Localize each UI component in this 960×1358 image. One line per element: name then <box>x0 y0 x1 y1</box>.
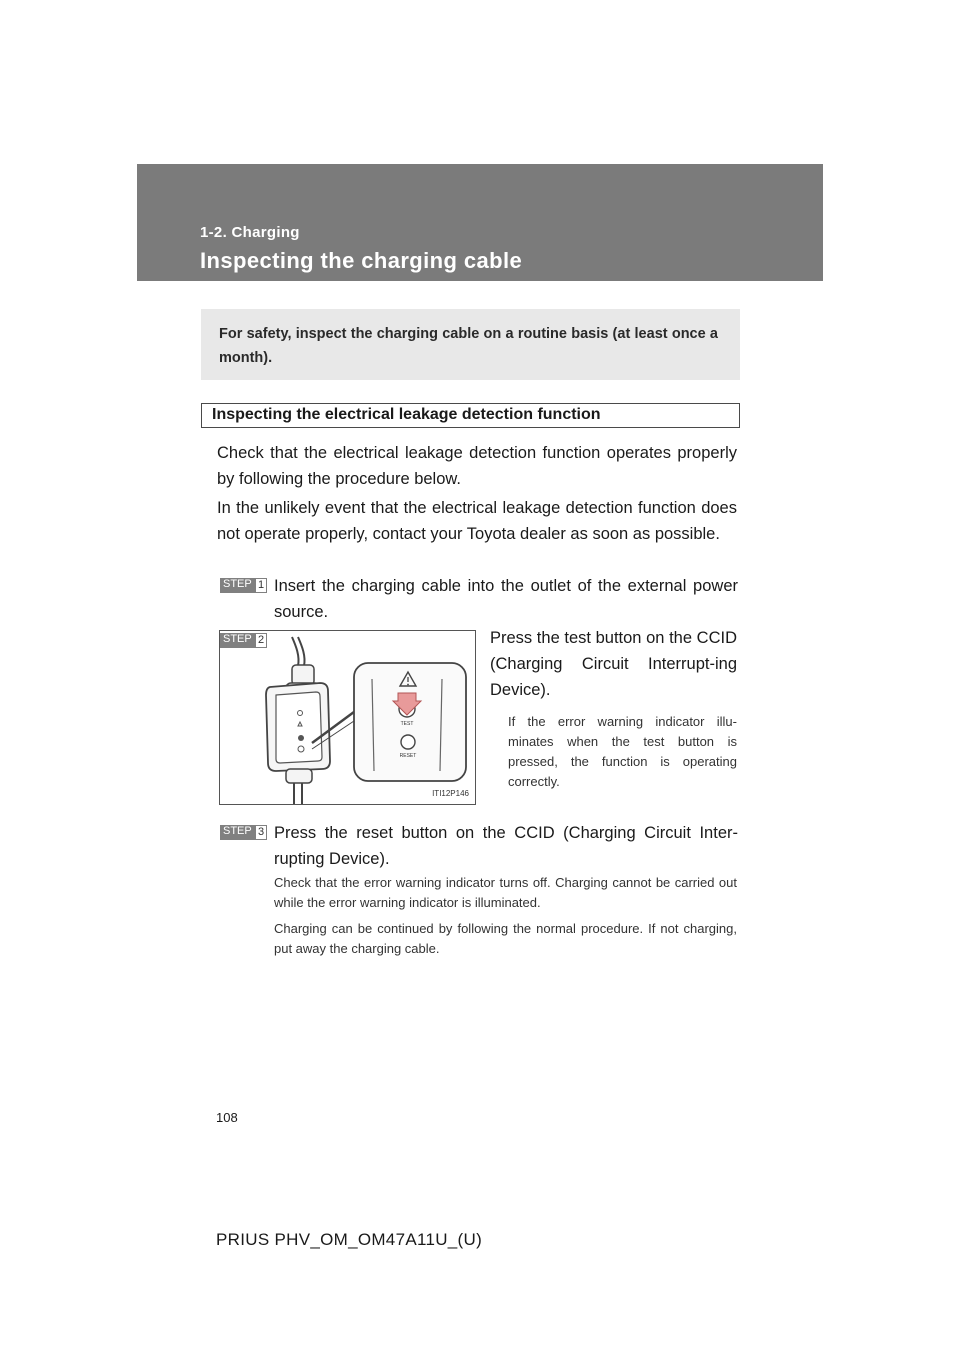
ccid-figure <box>219 630 476 805</box>
step-badge-label: STEP <box>223 633 252 645</box>
page-number: 108 <box>216 1110 238 1125</box>
step-3-note-2: Charging can be continued by following the normal procedure. If not charging, put away the charging cable. <box>274 921 737 956</box>
reset-label: RESET <box>399 753 417 759</box>
step-badge-label: STEP <box>223 825 252 837</box>
intro-box: For safety, inspect the charging cable on a routine basis (at least once a month). <box>201 309 740 380</box>
step-2-note: If the error warning indicator illu-minates when the test button is pressed, the function is operating correctly. <box>508 714 737 789</box>
sub-heading: Inspecting the electrical leakage detection function <box>201 403 740 428</box>
figure-code: ITI12P146 <box>432 789 469 798</box>
step-badge-label: STEP <box>223 578 252 590</box>
step-3-badge <box>220 825 267 840</box>
step-3-text: Press the reset button on the CCID (Charging Circuit Inter-rupting Device). <box>274 824 738 868</box>
step-1-text: Insert the charging cable into the outlet of the external power source. <box>274 577 738 621</box>
section-label: 1-2. Charging <box>200 224 300 241</box>
paragraph-check: Check that the electrical leakage detection function operates properly by following the procedure below. <box>217 444 737 488</box>
step-badge-number: 3 <box>255 825 267 840</box>
step-2-text: Press the test button on the CCID (Charging Circuit Interrupt-ing Device). <box>490 629 737 699</box>
ccid-device-icon <box>220 631 475 804</box>
paragraph-unlikely: In the unlikely event that the electrical leakage detection function does not operate properly, contact your Toyota dealer as soon as possible. <box>217 499 737 543</box>
document-code: PRIUS PHV_OM_OM47A11U_(U) <box>216 1230 483 1249</box>
step-badge-number: 1 <box>255 578 267 593</box>
step-badge-number: 2 <box>255 633 267 648</box>
step-3-note-1: Check that the error warning indicator turns off. Charging cannot be carried out while the error warning indicator is illuminated. <box>274 875 737 910</box>
step-2-badge <box>220 633 267 648</box>
test-label: TEST <box>400 721 414 727</box>
step-1-badge <box>220 578 267 593</box>
page-title: Inspecting the charging cable <box>200 248 523 273</box>
